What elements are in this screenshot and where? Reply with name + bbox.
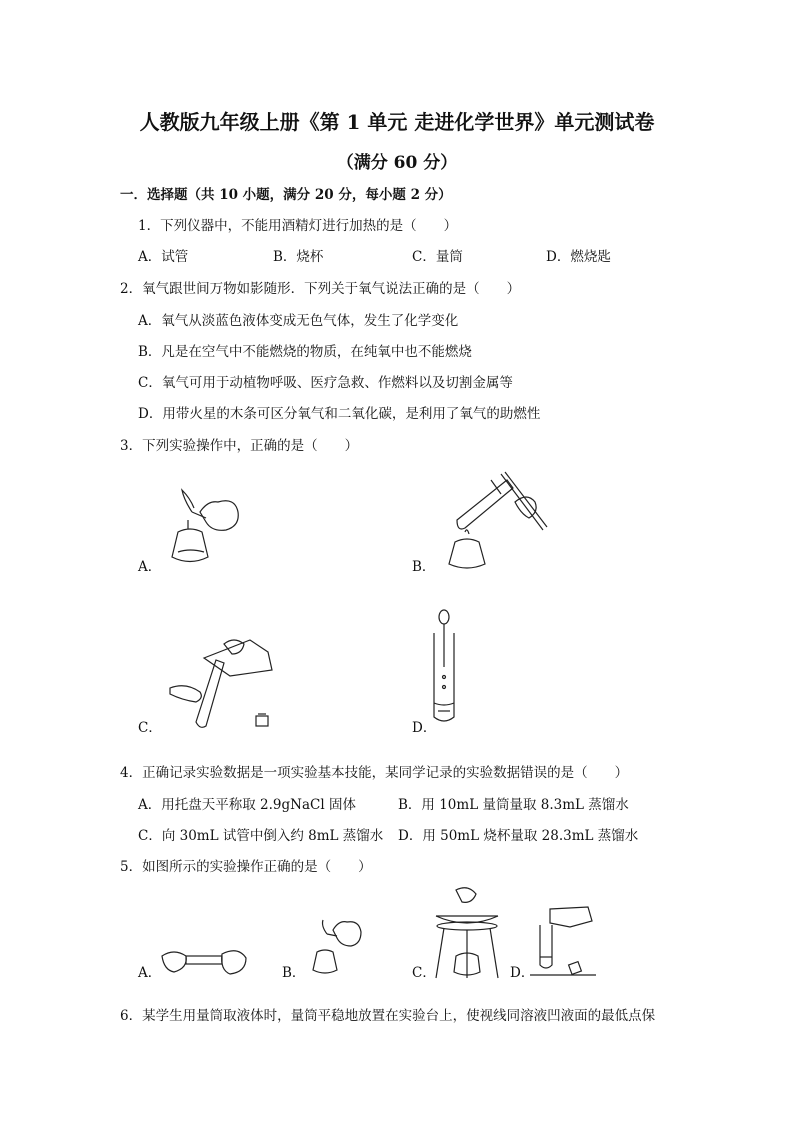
- q3-b-heating-test-tube-figure: [435, 472, 555, 572]
- question-1-option-b: B．烧杯: [273, 249, 324, 265]
- q3-option-a-label: A．: [138, 559, 162, 575]
- question-4-option-c: C．向 30mL 试管中倒入约 8mL 蒸馏水: [138, 828, 384, 844]
- question-5-stem: 5．如图所示的实验操作正确的是（ ）: [120, 859, 372, 875]
- question-1-option-d: D．燃烧匙: [546, 249, 611, 265]
- question-4-option-a: A．用托盘天平称取 2.9gNaCl 固体: [138, 797, 356, 813]
- q3-option-d-label: D．: [412, 720, 437, 736]
- q5-option-d-label: D．: [510, 965, 535, 981]
- question-6-stem: 6．某学生用量筒取液体时，量筒平稳地放置在实验台上，使视线同溶液凹液面的最低点保: [120, 1008, 656, 1024]
- question-2-option-a: A．氧气从淡蓝色液体变成无色气体，发生了化学变化: [138, 313, 459, 329]
- question-2-option-c: C．氧气可用于动植物呼吸、医疗急救、作燃料以及切割金属等: [138, 375, 513, 391]
- question-2-option-b: B．凡是在空气中不能燃烧的物质，在纯氧中也不能燃烧: [138, 344, 472, 360]
- q3-d-dropper-figure: [430, 607, 470, 725]
- question-2-stem: 2．氧气跟世间万物如影随形．下列关于氧气说法正确的是（ ）: [120, 281, 521, 297]
- q5-c-evaporating-dish-figure: [432, 886, 502, 981]
- q5-a-hands-tube-figure: [160, 942, 250, 982]
- question-1-option-a: A．试管: [138, 249, 189, 265]
- question-4-option-b: B．用 10mL 量筒量取 8.3mL 蒸馏水: [398, 797, 629, 813]
- q3-option-c-label: C．: [138, 720, 162, 736]
- question-3-stem: 3．下列实验操作中，正确的是（ ）: [120, 438, 359, 454]
- page-subtitle: （满分 60 分）: [336, 153, 458, 173]
- question-4-stem: 4．正确记录实验数据是一项实验基本技能，某同学记录的实验数据错误的是（ ）: [120, 765, 629, 781]
- section-heading: 一．选择题（共 10 小题，满分 20 分，每小题 2 分）: [120, 187, 452, 203]
- q5-option-b-label: B．: [282, 965, 306, 981]
- q5-option-a-label: A．: [138, 965, 162, 981]
- q3-a-lighting-lamp-figure: [160, 482, 250, 577]
- q3-option-b-label: B．: [412, 559, 436, 575]
- q5-b-lighting-lamp-figure: [305, 912, 365, 977]
- question-4-option-d: D．用 50mL 烧杯量取 28.3mL 蒸馏水: [398, 828, 639, 844]
- q5-option-c-label: C．: [412, 965, 436, 981]
- question-1-stem: 1．下列仪器中，不能用酒精灯进行加热的是（ ）: [138, 218, 458, 234]
- q5-d-pouring-figure: [530, 905, 600, 977]
- question-1-option-c: C．量筒: [412, 249, 463, 265]
- q3-c-pouring-liquid-figure: [160, 630, 280, 735]
- question-2-option-d: D．用带火星的木条可区分氧气和二氧化碳，是利用了氧气的助燃性: [138, 406, 541, 422]
- page-title: 人教版九年级上册《第 1 单元 走进化学世界》单元测试卷: [139, 110, 655, 134]
